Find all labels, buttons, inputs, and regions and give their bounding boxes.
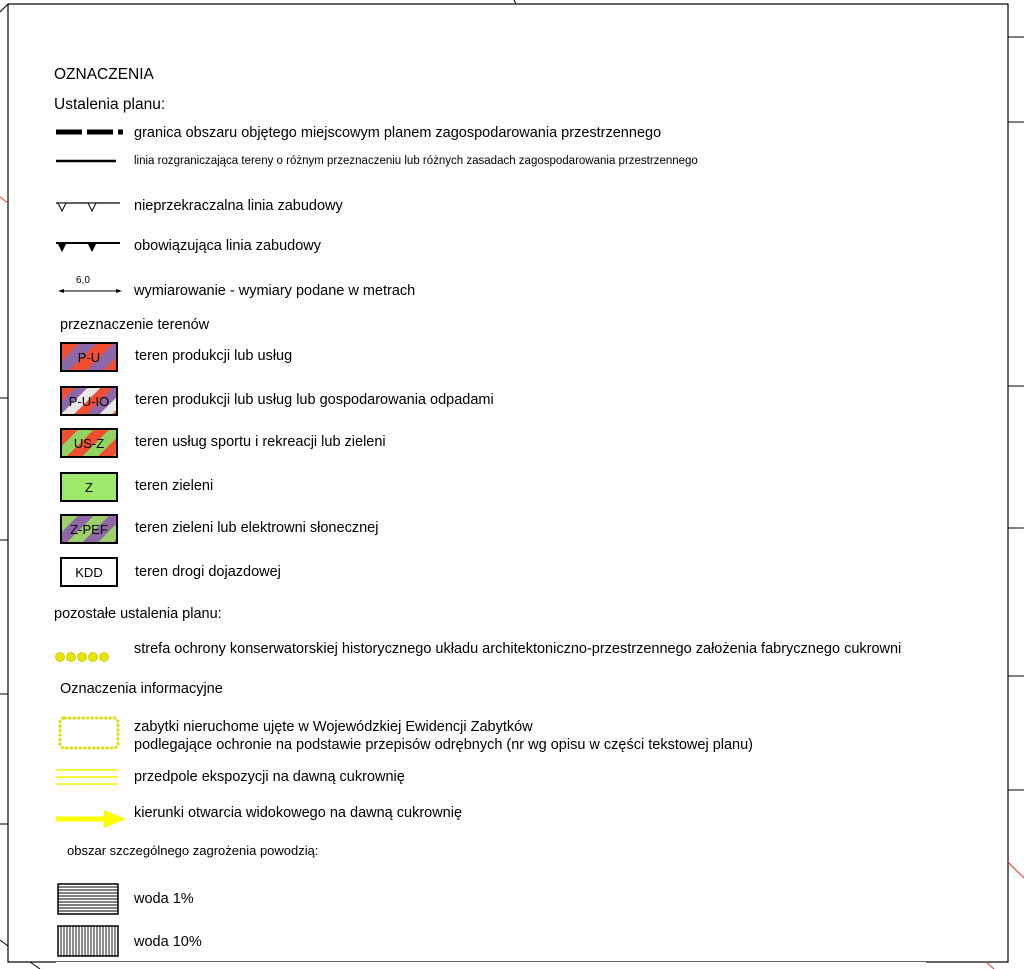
swatch-z-pef	[60, 514, 118, 544]
land-use-label-z-pef: teren zieleni lub elektrowni słonecznej	[135, 520, 379, 536]
swatch-z	[60, 472, 118, 502]
monument-symbol	[56, 714, 122, 752]
monuments-label-line1: zabytki nieruchome ujęte w Wojewódzkiej Ewidencji Zabytków	[134, 719, 533, 735]
foreground-label: przedpole ekspozycji na dawną cukrownię	[134, 769, 405, 785]
swatch-p-u-io	[60, 386, 118, 416]
boundary-line-symbol	[54, 126, 124, 138]
non-exceedable-label: nieprzekraczalna linia zabudowy	[134, 198, 343, 214]
foreground-symbol	[56, 767, 120, 787]
view-direction-label: kierunki otwarcia widokowego na dawną cukrownię	[134, 805, 463, 821]
swatch-code: US-Z	[73, 435, 105, 451]
other-section-title: pozostałe ustalenia planu:	[54, 606, 222, 622]
conservation-zone-symbol	[54, 650, 114, 664]
flood-1-label: woda 1%	[134, 891, 194, 907]
demarcation-line-symbol	[56, 157, 118, 165]
land-use-label-us-z: teren usług sportu i rekreacji lub zieleni	[135, 434, 386, 450]
view-arrow-icon	[56, 808, 128, 830]
plan-section-title: Ustalenia planu:	[54, 96, 166, 113]
monuments-label-line2: podlegające ochronie na podstawie przepisów odrębnych (nr wg opisu w części tekstowej planu)	[134, 737, 754, 753]
flood-10-label: woda 10%	[134, 934, 202, 950]
land-use-label-p-u-io: teren produkcji lub usług lub gospodarowania odpadami	[135, 392, 494, 408]
land-use-section-title: przeznaczenie terenów	[60, 317, 210, 333]
flood-10-swatch	[57, 925, 119, 957]
swatch-p-u	[60, 342, 118, 372]
dimension-arrow-symbol	[58, 286, 122, 296]
swatch-code: KDD	[75, 564, 103, 580]
land-use-label-z: teren zieleni	[135, 478, 214, 494]
non-exceedable-line-symbol	[54, 200, 122, 214]
swatch-code: Z	[85, 479, 93, 495]
swatch-kdd	[60, 557, 118, 587]
swatch-code: Z-PEF	[70, 521, 108, 537]
obligatory-label: obowiązująca linia zabudowy	[134, 238, 322, 254]
swatch-code: P-U	[77, 349, 101, 365]
boundary-label: granica obszaru objętego miejscowym planem zagospodarowania przestrzennego	[134, 125, 662, 141]
swatch-us-z	[60, 428, 118, 458]
land-use-label-p-u: teren produkcji lub usług	[135, 348, 293, 364]
flood-section-title: obszar szczególnego zagrożenia powodzią:	[67, 843, 319, 858]
info-section-title: Oznaczenia informacyjne	[60, 681, 223, 697]
swatch-code: P-U-IO	[68, 393, 110, 409]
dimension-label: wymiarowanie - wymiary podane w metrach	[134, 283, 416, 299]
legend-heading: OZNACZENIA	[54, 66, 154, 83]
conservation-label: strefa ochrony konserwatorskiej historycznego układu architektoniczno-przestrzennego założenia fabrycznego cukrowni	[134, 641, 902, 657]
demarcation-label: linia rozgraniczająca tereny o różnym przeznaczeniu lub różnych zasadach zagospodarowania przestrzennego	[134, 155, 698, 167]
land-use-label-kdd: teren drogi dojazdowej	[135, 564, 281, 580]
obligatory-line-symbol	[54, 240, 122, 254]
dimension-value: 6,0	[76, 275, 90, 286]
flood-1-swatch	[57, 883, 119, 915]
